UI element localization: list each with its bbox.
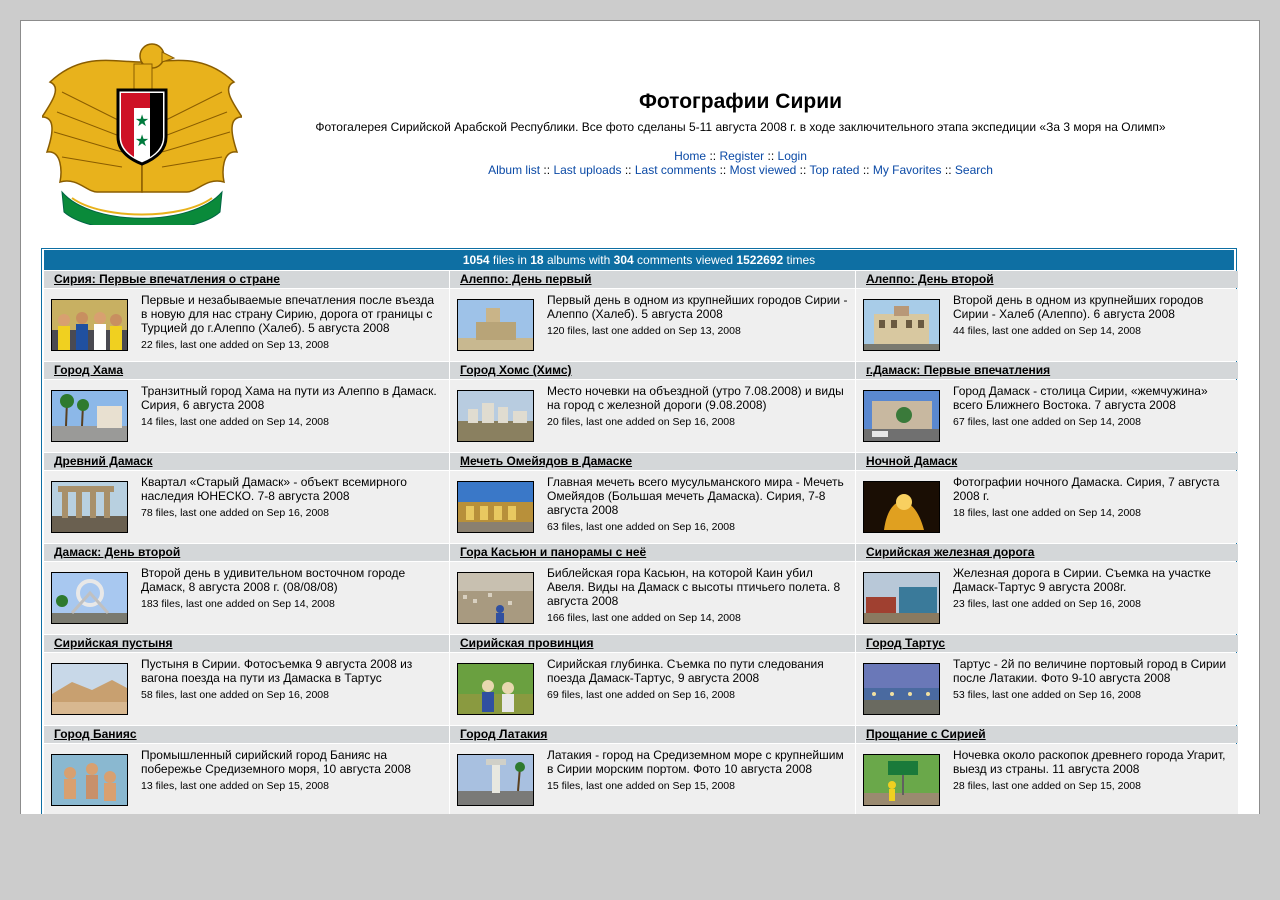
album-gallery xyxy=(41,248,1237,814)
stats-files-label: files in xyxy=(492,253,527,267)
album-thumbnail[interactable] xyxy=(863,390,940,442)
album-text xyxy=(953,475,1232,533)
album-title-link[interactable]: г.Дамаск: Первые впечатления xyxy=(866,363,1051,377)
nav-separator: :: xyxy=(767,149,775,163)
album-title-cell xyxy=(856,544,1238,561)
nav-separator: :: xyxy=(799,163,807,177)
album-title-cell xyxy=(856,635,1238,652)
album-thumbnail[interactable] xyxy=(457,390,534,442)
page-frame xyxy=(20,20,1260,814)
album-body-cell xyxy=(856,289,1238,361)
album-body-cell xyxy=(450,744,855,814)
header xyxy=(261,89,1220,177)
album-title-row xyxy=(44,453,1238,470)
album-card xyxy=(50,293,443,352)
nav-search-link[interactable]: Search xyxy=(954,163,993,177)
album-body-row xyxy=(44,471,1238,543)
album-file-info: 14 files, last one added on Sep 14, 2008 xyxy=(141,416,329,428)
album-text xyxy=(141,475,443,533)
album-title-link[interactable]: Гора Касьюн и панорамы с неё xyxy=(460,545,647,559)
album-title-cell xyxy=(44,635,449,652)
svg-text:★: ★ xyxy=(134,133,150,150)
album-card xyxy=(456,293,849,351)
album-description: Город Дамаск - столица Сирии, «жемчужина» всего Ближнего Востока. 7 августа 2008 xyxy=(953,384,1208,412)
album-title-cell xyxy=(44,544,449,561)
album-text xyxy=(141,748,443,806)
album-description: Второй день в удивительном восточном городе Дамаск, 8 августа 2008 г. (08/08/08) xyxy=(141,566,406,594)
album-card xyxy=(456,657,849,715)
album-file-info: 78 files, last one added on Sep 16, 2008 xyxy=(141,507,329,519)
nav-separator: :: xyxy=(862,163,870,177)
album-description: Сирийская глубинка. Съемка по пути следования поезда Дамаск-Тартус, 9 августа 2008 xyxy=(547,657,824,685)
album-title-cell xyxy=(450,453,855,470)
album-body-row xyxy=(44,562,1238,634)
main-nav xyxy=(261,163,1220,177)
nav-last-comments-link[interactable]: Last comments xyxy=(634,163,717,177)
nav-most-viewed-link[interactable]: Most viewed xyxy=(729,163,797,177)
album-body-row xyxy=(44,380,1238,452)
album-thumbnail[interactable] xyxy=(51,390,128,442)
album-text xyxy=(953,293,1232,351)
album-description: Промышленный сирийский город Банияс на побережье Средиземного моря, 10 августа 2008 xyxy=(141,748,411,776)
album-thumbnail[interactable] xyxy=(863,663,940,715)
nav-login-link[interactable]: Login xyxy=(777,149,807,163)
album-text xyxy=(547,475,849,534)
album-file-info: 13 files, last one added on Sep 15, 2008 xyxy=(141,780,329,792)
album-thumbnail[interactable] xyxy=(51,481,128,533)
album-title-link[interactable]: Сирия: Первые впечатления о стране xyxy=(54,272,280,286)
stats-comments-count: 304 xyxy=(613,253,634,267)
album-body-cell xyxy=(44,289,449,361)
album-description: Тартус - 2й по величине портовый город в Сирии после Латакии. Фото 9-10 августа 2008 xyxy=(953,657,1227,685)
album-thumbnail[interactable] xyxy=(457,754,534,806)
album-text xyxy=(141,566,443,624)
album-file-info: 166 files, last one added on Sep 14, 2008 xyxy=(547,612,741,624)
album-title-link[interactable]: Город Хомс (Химс) xyxy=(460,363,572,377)
album-title-link[interactable]: Город Латакия xyxy=(460,727,548,741)
album-thumbnail[interactable] xyxy=(51,299,128,351)
album-thumbnail[interactable] xyxy=(457,299,534,351)
album-card xyxy=(862,566,1232,624)
album-description: Фотографии ночного Дамаска. Сирия, 7 августа 2008 г. xyxy=(953,475,1220,503)
album-thumbnail[interactable] xyxy=(51,754,128,806)
album-title-row xyxy=(44,726,1238,743)
album-text xyxy=(547,566,849,625)
album-text xyxy=(547,384,849,442)
album-description: Первые и незабываемые впечатления после въезда в новую для нас страну Сирию, дорога от границы с Турцией до г.Алеппо (Халеб). 5 августа 2008 xyxy=(141,293,435,335)
album-title-link[interactable]: Мечеть Омейядов в Дамаске xyxy=(460,454,633,468)
album-card xyxy=(50,657,443,715)
album-file-info: 67 files, last one added on Sep 14, 2008 xyxy=(953,416,1141,428)
svg-text:★: ★ xyxy=(134,113,150,130)
album-thumbnail[interactable] xyxy=(51,663,128,715)
album-description: Второй день в одном из крупнейших городов Сирии - Халеб (Алеппо). 6 августа 2008 xyxy=(953,293,1204,321)
album-body-cell xyxy=(856,380,1238,452)
album-title-row xyxy=(44,544,1238,561)
album-text xyxy=(141,657,443,715)
album-body-row xyxy=(44,744,1238,814)
nav-last-uploads-link[interactable]: Last uploads xyxy=(553,163,622,177)
album-file-info: 23 files, last one added on Sep 16, 2008 xyxy=(953,598,1141,610)
album-body-row xyxy=(44,653,1238,725)
album-description: Латакия - город на Средиземном море с крупнейшим в Сирии морским портом. Фото 10 августа 2008 xyxy=(547,748,844,776)
album-thumbnail[interactable] xyxy=(51,572,128,624)
album-thumbnail[interactable] xyxy=(457,481,534,533)
album-thumbnail[interactable] xyxy=(457,663,534,715)
album-title-cell xyxy=(856,453,1238,470)
stats-files-count: 1054 xyxy=(462,253,490,267)
album-card xyxy=(862,384,1232,442)
album-description: Железная дорога в Сирии. Съемка на участке Дамаск-Тартус 9 августа 2008г. xyxy=(953,566,1211,594)
album-title-cell xyxy=(856,362,1238,379)
album-card xyxy=(862,475,1232,533)
album-title-cell xyxy=(450,635,855,652)
album-card xyxy=(456,748,849,806)
album-file-info: 183 files, last one added on Sep 14, 2008 xyxy=(141,598,335,610)
album-text xyxy=(953,748,1232,806)
stats-views-label: times xyxy=(786,253,816,267)
album-thumbnail[interactable] xyxy=(863,481,940,533)
nav-separator: :: xyxy=(719,163,727,177)
album-file-info: 63 files, last one added on Sep 16, 2008 xyxy=(547,521,735,533)
album-title-cell xyxy=(450,271,855,288)
album-text xyxy=(953,566,1232,624)
album-body-cell xyxy=(44,562,449,634)
album-card xyxy=(50,748,443,806)
album-text xyxy=(547,748,849,806)
album-description: Квартал «Старый Дамаск» - объект всемирного наследия ЮНЕСКО. 7-8 августа 2008 xyxy=(141,475,407,503)
album-body-cell xyxy=(44,744,449,814)
album-description: Ночевка около раскопок древнего города Угарит, выезд из страны. 11 августа 2008 xyxy=(953,748,1226,776)
album-text xyxy=(953,384,1232,442)
album-title-cell xyxy=(44,726,449,743)
album-title-link[interactable]: Город Банияс xyxy=(54,727,137,741)
album-description: Транзитный город Хама на пути из Алеппо в Дамаск. Сирия, 6 августа 2008 xyxy=(141,384,437,412)
top-nav xyxy=(261,149,1220,163)
nav-separator: :: xyxy=(709,149,717,163)
album-title-cell xyxy=(856,726,1238,743)
album-body-cell xyxy=(450,562,855,634)
album-card xyxy=(50,475,443,533)
album-thumbnail[interactable] xyxy=(863,572,940,624)
album-card xyxy=(862,657,1232,715)
nav-home-link[interactable]: Home xyxy=(674,149,707,163)
album-thumbnail[interactable] xyxy=(457,572,534,624)
album-card xyxy=(456,566,849,625)
album-text xyxy=(141,293,443,352)
album-thumbnail[interactable] xyxy=(863,754,940,806)
album-title-cell xyxy=(44,362,449,379)
album-body-cell xyxy=(44,380,449,452)
nav-separator: :: xyxy=(944,163,952,177)
nav-top-rated-link[interactable]: Top rated xyxy=(809,163,860,177)
album-title-link[interactable]: Прощание с Сирией xyxy=(866,727,986,741)
album-body-cell xyxy=(450,471,855,543)
album-file-info: 20 files, last one added on Sep 16, 2008 xyxy=(547,416,735,428)
nav-separator: :: xyxy=(543,163,551,177)
album-body-cell xyxy=(450,289,855,361)
site-description: Фотогалерея Сирийской Арабской Республики. Все фото сделаны 5-11 августа 2008 г. в ходе заключительного этапа экспедиции «За 3 моря на Олимп» xyxy=(315,120,1166,134)
album-description: Пустыня в Сирии. Фотосъемка 9 августа 2008 из вагона поезда на пути из Дамаска в Тартус xyxy=(141,657,413,685)
album-card xyxy=(50,566,443,624)
album-title-row xyxy=(44,362,1238,379)
nav-register-link[interactable]: Register xyxy=(719,149,765,163)
album-body-cell xyxy=(856,744,1238,814)
album-title-link[interactable]: Ночной Дамаск xyxy=(866,454,958,468)
nav-my-favorites-link[interactable]: My Favorites xyxy=(872,163,942,177)
stats-albums-count: 18 xyxy=(530,253,544,267)
album-text xyxy=(953,657,1232,715)
album-card xyxy=(456,384,849,442)
album-body-cell xyxy=(44,471,449,543)
syria-coat-of-arms-logo xyxy=(42,42,242,225)
album-title-cell xyxy=(44,271,449,288)
album-description: Библейская гора Касьюн, на которой Каин убил Авеля. Виды на Дамаск с высоты птичьего полета. 8 августа 2008 xyxy=(547,566,841,608)
album-title-cell xyxy=(450,544,855,561)
album-file-info: 58 files, last one added on Sep 16, 2008 xyxy=(141,689,329,701)
album-text xyxy=(547,293,849,351)
album-title-cell xyxy=(450,362,855,379)
stats-comments-label: comments viewed xyxy=(637,253,734,267)
page-title: Фотографии Сирии xyxy=(638,90,843,113)
album-card xyxy=(50,384,443,442)
album-file-info: 69 files, last one added on Sep 16, 2008 xyxy=(547,689,735,701)
album-title-row xyxy=(44,635,1238,652)
album-text xyxy=(141,384,443,442)
album-body-cell xyxy=(856,653,1238,725)
stats-views-count: 1522692 xyxy=(736,253,784,267)
album-thumbnail[interactable] xyxy=(863,299,940,351)
album-title-link[interactable]: Древний Дамаск xyxy=(54,454,153,468)
album-title-cell xyxy=(856,271,1238,288)
album-title-link[interactable]: Алеппо: День первый xyxy=(460,272,592,286)
album-body-cell xyxy=(450,653,855,725)
album-title-cell xyxy=(44,453,449,470)
album-title-link[interactable]: Сирийская пустыня xyxy=(54,636,173,650)
album-text xyxy=(547,657,849,715)
albums-table xyxy=(43,270,1239,814)
nav-album-list-link[interactable]: Album list xyxy=(488,163,541,177)
album-file-info: 18 files, last one added on Sep 14, 2008 xyxy=(953,507,1141,519)
album-body-cell xyxy=(44,653,449,725)
album-title-row xyxy=(44,271,1238,288)
album-description: Место ночевки на объездной (утро 7.08.2008) и виды на город с железной дороги (9.08.2008) xyxy=(547,384,844,412)
album-title-cell xyxy=(450,726,855,743)
nav-separator: :: xyxy=(624,163,632,177)
album-title-link[interactable]: Алеппо: День второй xyxy=(866,272,994,286)
album-file-info: 15 files, last one added on Sep 15, 2008 xyxy=(547,780,735,792)
album-card xyxy=(456,475,849,534)
album-title-link[interactable]: Дамаск: День второй xyxy=(54,545,181,559)
album-file-info: 44 files, last one added on Sep 14, 2008 xyxy=(953,325,1141,337)
album-body-cell xyxy=(450,380,855,452)
album-file-info: 53 files, last one added on Sep 16, 2008 xyxy=(953,689,1141,701)
album-body-row xyxy=(44,289,1238,361)
album-title-link[interactable]: Сирийская железная дорога xyxy=(866,545,1035,559)
album-card xyxy=(862,293,1232,351)
album-card xyxy=(862,748,1232,806)
album-file-info: 28 files, last one added on Sep 15, 2008 xyxy=(953,780,1141,792)
album-body-cell xyxy=(856,471,1238,543)
album-description: Первый день в одном из крупнейших городов Сирии - Алеппо (Халеб). 5 августа 2008 xyxy=(547,293,848,321)
stats-albums-label: albums with xyxy=(546,253,611,267)
album-description: Главная мечеть всего мусульманского мира - Мечеть Омейядов (Большая мечеть Дамаска). Сирия, 7-8 августа 2008 xyxy=(547,475,844,517)
album-title-link[interactable]: Город Хама xyxy=(54,363,124,377)
album-title-link[interactable]: Сирийская провинция xyxy=(460,636,594,650)
album-title-link[interactable]: Город Тартус xyxy=(866,636,946,650)
album-file-info: 22 files, last one added on Sep 13, 2008 xyxy=(141,339,329,351)
album-body-cell xyxy=(856,562,1238,634)
gallery-stats-bar xyxy=(44,250,1234,270)
album-file-info: 120 files, last one added on Sep 13, 2008 xyxy=(547,325,741,337)
